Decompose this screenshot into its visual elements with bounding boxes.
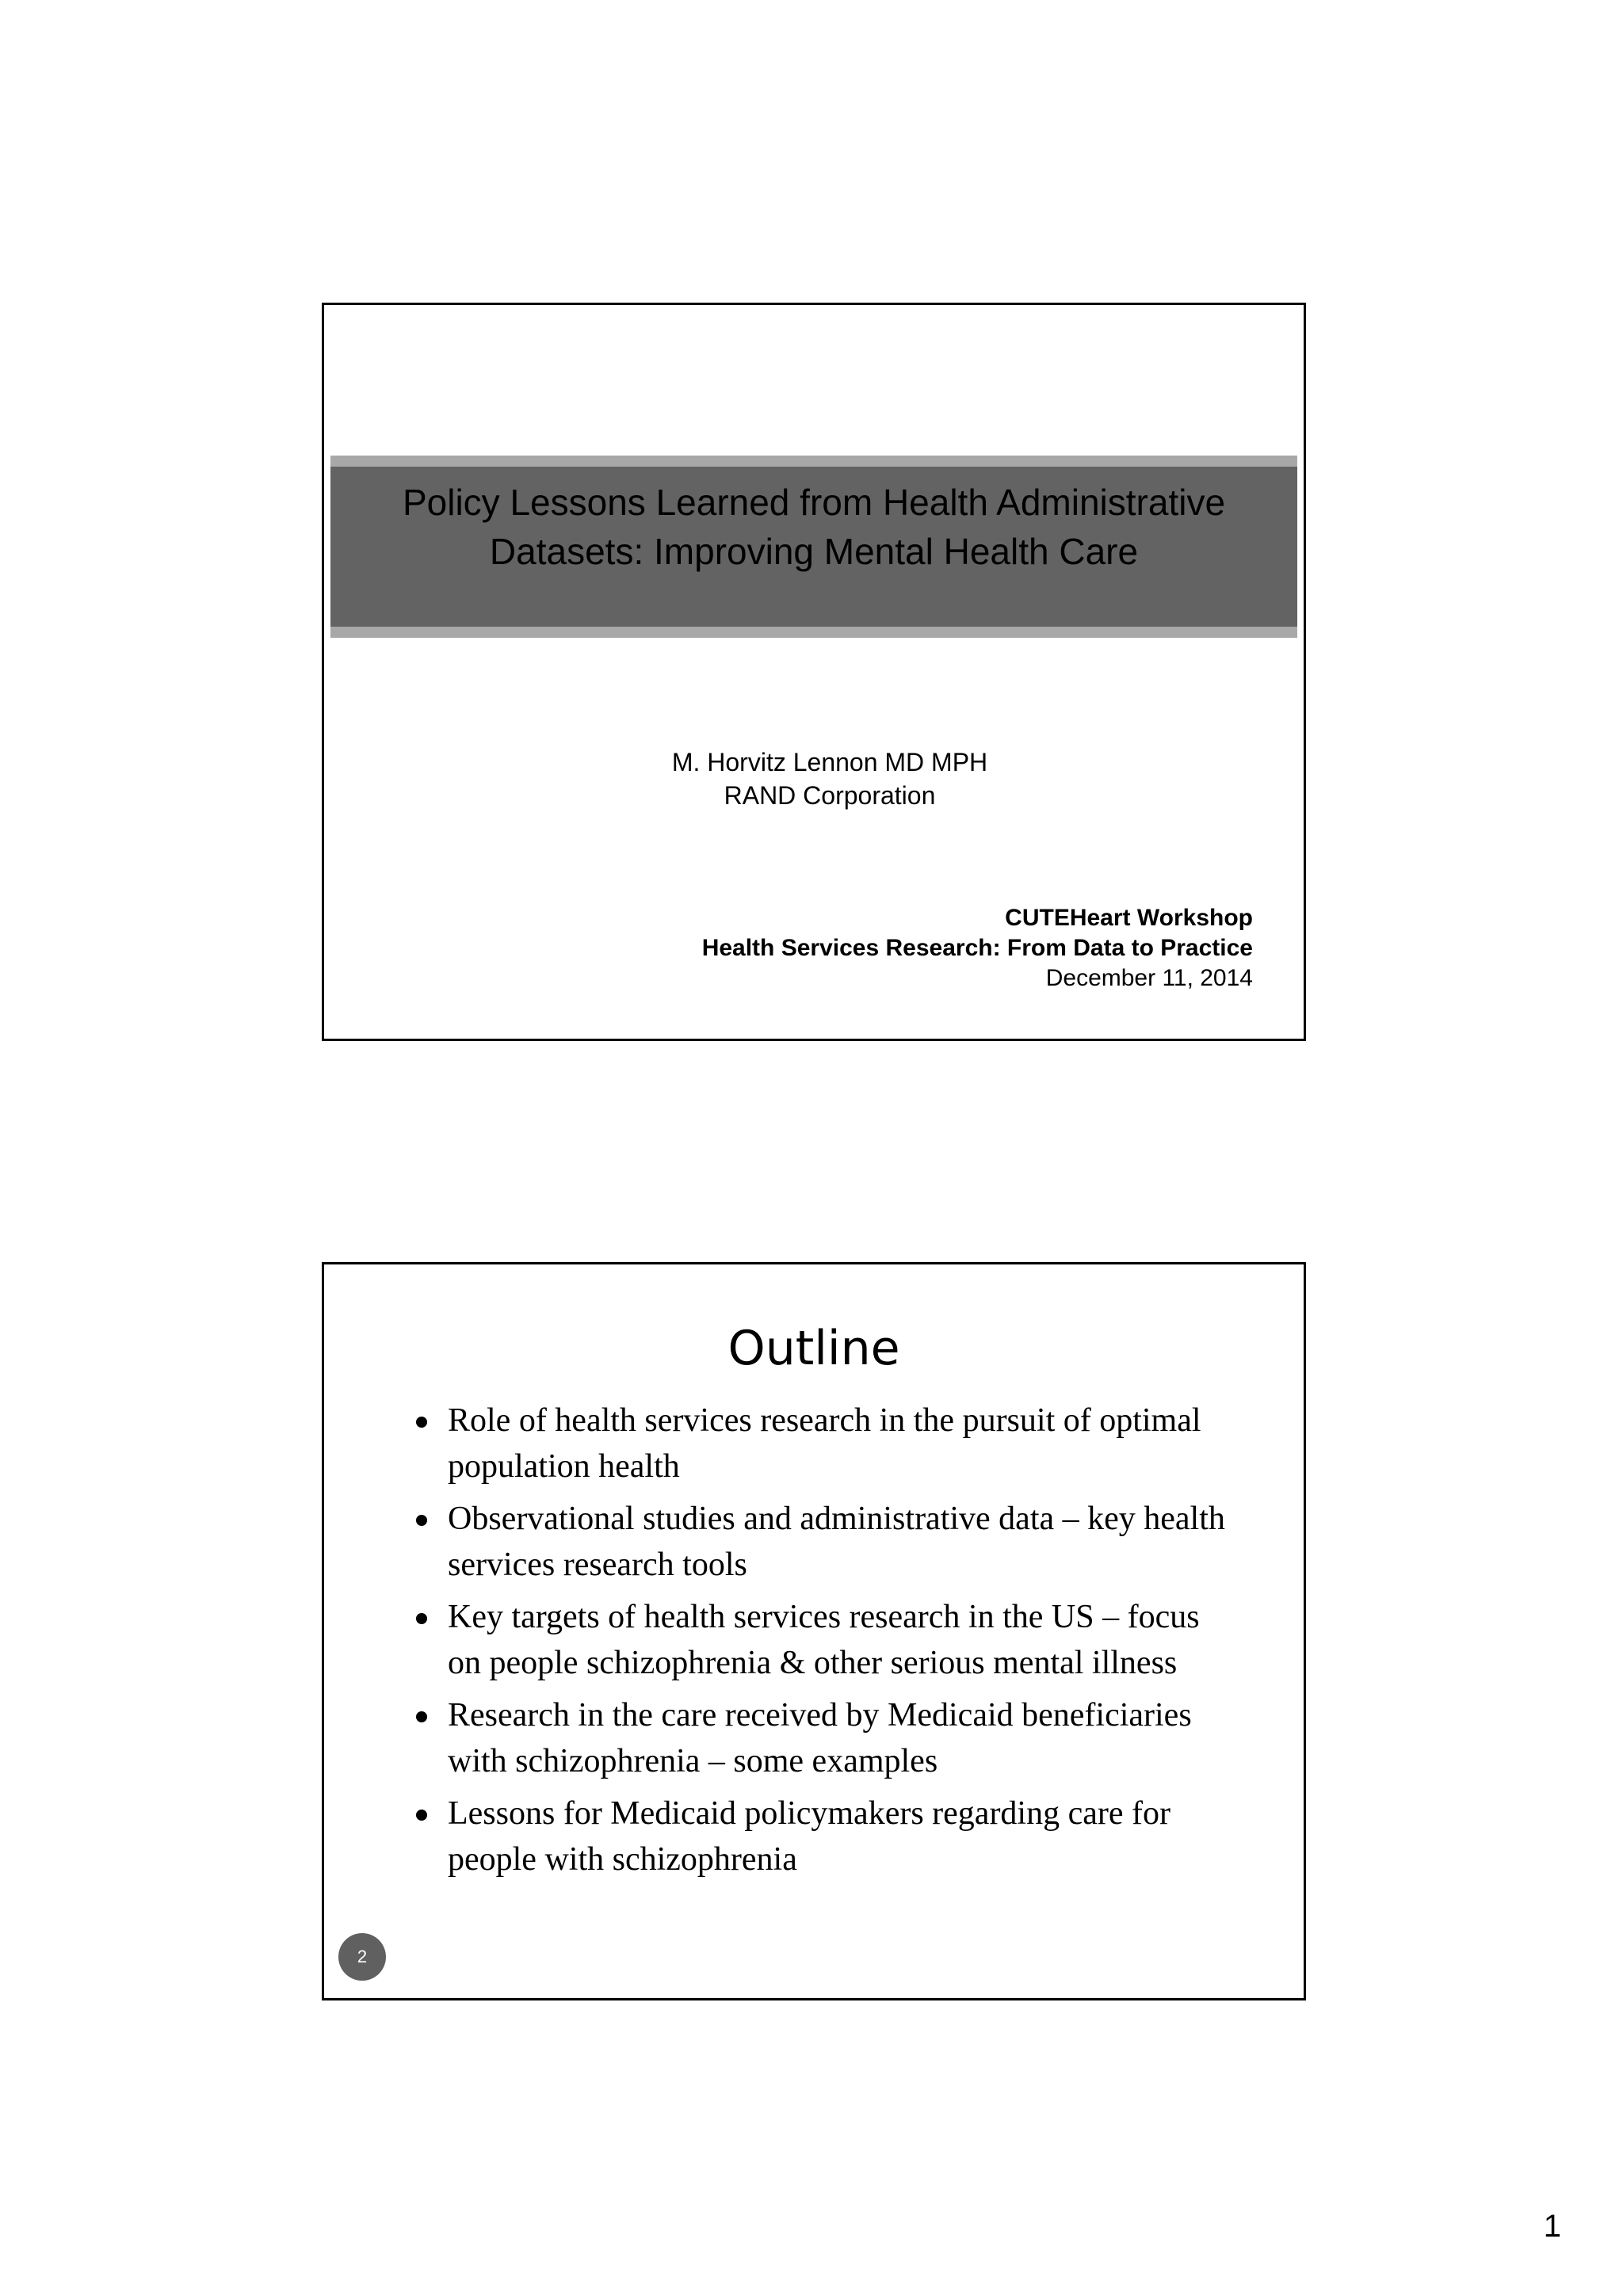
slide-number-badge: 2 — [338, 1933, 386, 1981]
bullet-line: Research in the care received by Medicaid beneficiaries — [448, 1697, 1192, 1733]
bullet-item — [416, 1692, 1256, 1784]
bullet-dot-icon — [416, 1515, 427, 1526]
slide-title-line-2: Datasets: Improving Mental Health Care — [489, 531, 1139, 572]
bullet-line: Lessons for Medicaid policymakers regarding care for — [448, 1795, 1170, 1832]
bullet-line: people with schizophrenia — [448, 1841, 797, 1878]
title-band — [330, 456, 1297, 638]
bullet-dot-icon — [416, 1711, 427, 1722]
author-block — [324, 746, 1304, 812]
bullet-dot-icon — [416, 1613, 427, 1624]
author-organization: RAND Corporation — [724, 781, 936, 810]
bullet-item — [416, 1398, 1256, 1489]
bullet-item — [416, 1791, 1256, 1882]
outline-bullet-list — [416, 1398, 1256, 1889]
outline-slide — [322, 1262, 1306, 2000]
event-name: CUTEHeart Workshop — [1005, 905, 1253, 931]
page-number: 1 — [1543, 2209, 1561, 2244]
bullet-dot-icon — [416, 1417, 427, 1428]
bullet-dot-icon — [416, 1810, 427, 1821]
event-block — [702, 903, 1253, 994]
bullet-line: Role of health services research in the pursuit of optimal — [448, 1402, 1201, 1439]
bullet-line: with schizophrenia – some examples — [448, 1743, 938, 1779]
bullet-item — [416, 1496, 1256, 1588]
bullet-line: services research tools — [448, 1547, 747, 1583]
bullet-line: Observational studies and administrative data – key health — [448, 1501, 1225, 1537]
outline-title: Outline — [727, 1321, 900, 1376]
title-slide — [322, 303, 1306, 1041]
bullet-line: population health — [448, 1448, 680, 1485]
event-date: December 11, 2014 — [1045, 965, 1253, 991]
slide-title-line-1: Policy Lessons Learned from Health Administrative — [402, 482, 1226, 523]
bullet-line: on people schizophrenia & other serious mental illness — [448, 1645, 1178, 1681]
author-name: M. Horvitz Lennon MD MPH — [671, 748, 988, 776]
title-band-inner — [330, 467, 1297, 627]
event-subtitle: Health Services Research: From Data to Practice — [701, 935, 1253, 961]
bullet-item — [416, 1594, 1256, 1686]
bullet-line: Key targets of health services research in the US – focus — [448, 1599, 1200, 1635]
